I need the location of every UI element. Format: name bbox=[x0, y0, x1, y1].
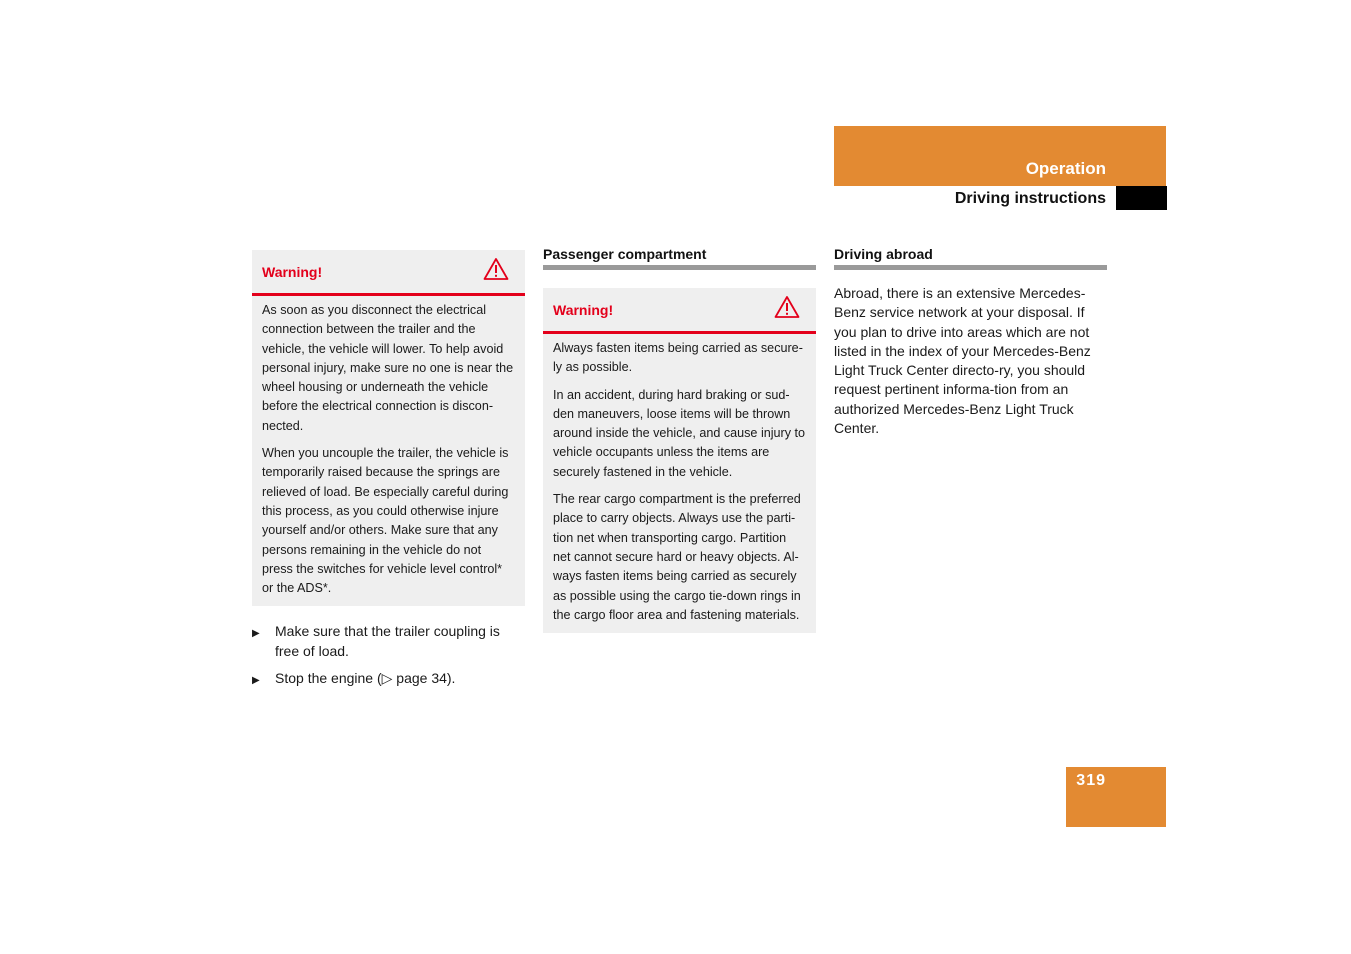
page-number: 319 bbox=[1076, 772, 1106, 789]
step-list bbox=[252, 622, 525, 691]
step-text: Make sure that the trailer coupling is free of load. bbox=[275, 623, 500, 659]
header-marker bbox=[1116, 186, 1167, 210]
warning-body bbox=[543, 334, 816, 633]
warning-triangle-icon bbox=[774, 295, 800, 324]
triangle-bullet-icon: ▶ bbox=[252, 628, 260, 640]
warning-title: Warning! bbox=[262, 263, 323, 280]
column-1 bbox=[252, 250, 525, 699]
body-paragraph: Abroad, there is an extensive Mercedes-Benz service network at your disposal. If you plan to drive into areas which are not listed in the index of your Mercedes-Benz Light Truck Center directo-ry, you should request pertinent informa-tion from an authorized Mercedes-Benz Light Truck Center. bbox=[834, 285, 1091, 437]
warning-box bbox=[252, 250, 525, 606]
step-item bbox=[252, 622, 525, 661]
section-title: Operation bbox=[1025, 159, 1106, 178]
warning-header bbox=[543, 288, 816, 334]
warning-header bbox=[252, 250, 525, 296]
section-heading: Driving abroad bbox=[834, 246, 1107, 270]
warning-title: Warning! bbox=[553, 301, 614, 318]
warning-triangle-icon bbox=[483, 257, 509, 286]
warning-paragraph: When you uncouple the trailer, the vehicle is temporarily raised because the springs are relieved of load. Be especially careful during this process, as you could otherwise injure yourself and/or others. Make sure that any persons remaining in the vehicle do not press the switches for vehicle level control* or the ADS*. bbox=[262, 446, 509, 596]
triangle-bullet-icon: ▶ bbox=[252, 675, 260, 687]
header-band bbox=[834, 126, 1166, 186]
subsection-title: Driving instructions bbox=[954, 190, 1106, 207]
warning-body bbox=[252, 296, 525, 606]
warning-paragraph: As soon as you disconnect the electrical connection between the trailer and the vehicle, the vehicle will lower. To help avoid personal injury, make sure no one is near the wheel housing or underneath the vehicle before the electrical connection is discon-nected. bbox=[262, 303, 514, 433]
step-item bbox=[252, 669, 525, 691]
warning-paragraph: Always fasten items being carried as secure-ly as possible. bbox=[553, 341, 803, 375]
column-3 bbox=[834, 246, 1107, 438]
warning-box bbox=[543, 288, 816, 633]
section-heading: Passenger compartment bbox=[543, 246, 816, 270]
warning-paragraph: The rear cargo compartment is the preferred place to carry objects. Always use the parti-tion net when transporting cargo. Partition net cannot secure hard or heavy objects. Al-ways fasten items being carried as securely as possible using the cargo tie-down rings in the cargo floor area and fastening materials. bbox=[553, 492, 801, 622]
warning-paragraph: In an accident, during hard braking or sud-den maneuvers, loose items will be thrown around inside the vehicle, and cause injury to vehicle occupants unless the items are securely fastened in the vehicle. bbox=[553, 387, 806, 479]
column-2 bbox=[543, 246, 816, 633]
step-text: Stop the engine (▷ page 34). bbox=[275, 670, 456, 687]
